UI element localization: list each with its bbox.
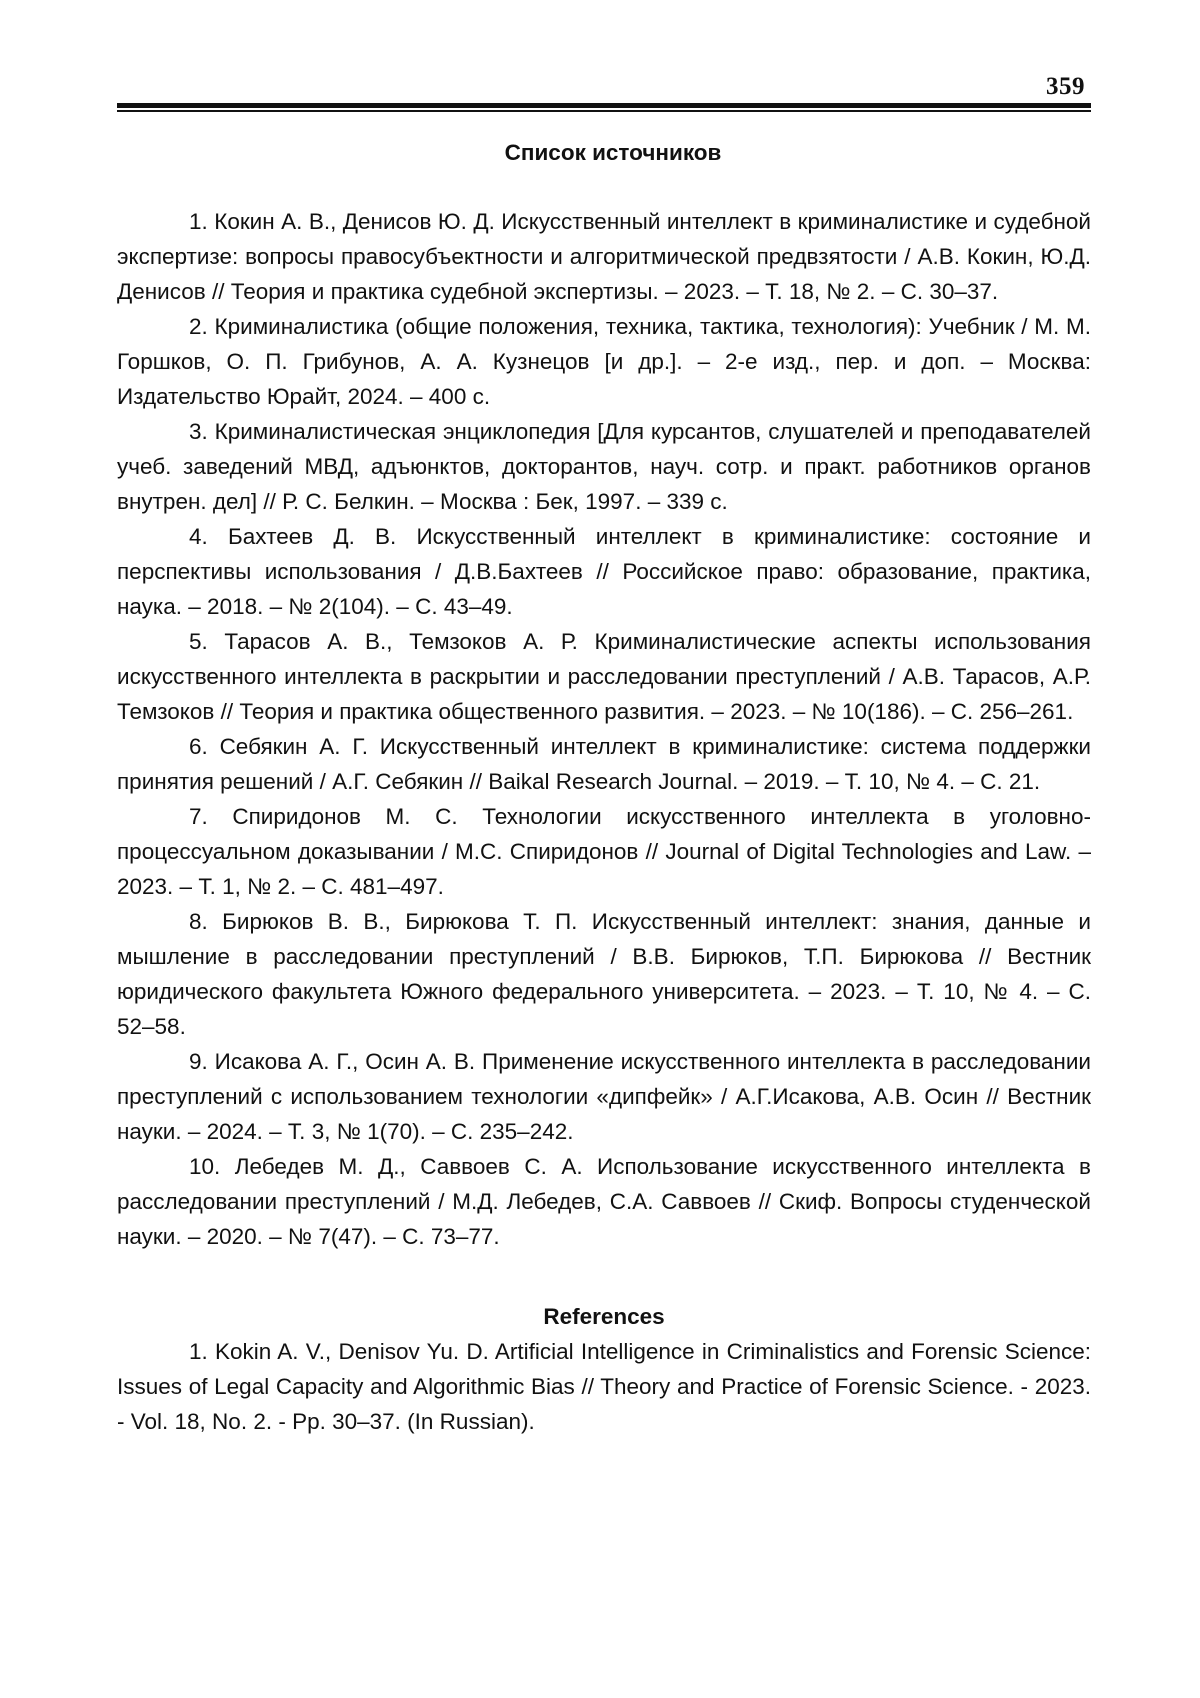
source-item-8: [117, 904, 1091, 1044]
header-rule-thick: [117, 103, 1091, 108]
source-number: 4.: [189, 524, 208, 549]
source-text: Кокин А. В., Денисов Ю. Д. Искусственный интеллект в криминалистике и судебной экспертизе: вопросы правосубъектности и алгоритмической предвзятости / А.В. Кокин, Ю.Д. Денисов // Теория и практика судебной экспертизы. – 2023. – Т. 18, № 2. – С. 30–37.: [117, 209, 1091, 304]
source-number: 7.: [189, 804, 208, 829]
source-number: 3.: [189, 419, 208, 444]
page-number: 359: [1046, 73, 1085, 100]
source-number: 8.: [189, 909, 208, 934]
source-item-2: [117, 309, 1091, 414]
reference-text: Kokin A. V., Denisov Yu. D. Artificial Intelligence in Criminalistics and Forensic Science: Issues of Legal Capacity and Algorithmic Bias // Theory and Practice of Forensic Science. - 2023. - Vol. 18, No. 2. - Pp. 30–37. (In Russian).: [117, 1339, 1091, 1434]
source-number: 1.: [189, 209, 208, 234]
sources-list: [117, 204, 1091, 1254]
source-item-4: [117, 519, 1091, 624]
source-text: Лебедев М. Д., Саввоев С. А. Использование искусственного интеллекта в расследовании преступлений / М.Д. Лебедев, С.А. Саввоев // Скиф. Вопросы студенческой науки. – 2020. – № 7(47). – С. 73–77.: [117, 1154, 1091, 1249]
source-number: 9.: [189, 1049, 208, 1074]
source-number: 10.: [189, 1154, 221, 1179]
source-text: Криминалистика (общие положения, техника, тактика, технология): Учебник / М. М. Горшков, О. П. Грибунов, А. А. Кузнецов [и др.]. – 2-е изд., пер. и доп. – Москва: Издательство Юрайт, 2024. – 400 с.: [117, 314, 1091, 409]
source-item-3: [117, 414, 1091, 519]
source-text: Исакова А. Г., Осин А. В. Применение искусственного интеллекта в расследовании преступлений с использованием технологии «дипфейк» / А.Г.Исакова, А.В. Осин // Вестник науки. – 2024. – Т. 3, № 1(70). – С. 235–242.: [117, 1049, 1091, 1144]
source-item-6: [117, 729, 1091, 799]
source-item-7: [117, 799, 1091, 904]
reference-number: 1.: [189, 1339, 208, 1364]
source-text: Криминалистическая энциклопедия [Для курсантов, слушателей и преподавателей учеб. заведений МВД, адъюнктов, докторантов, науч. сотр. и практ. работников органов внутрен. дел] // Р. С. Белкин. – Москва : Бек, 1997. – 339 с.: [117, 419, 1091, 514]
source-text: Тарасов А. В., Темзоков А. Р. Криминалистические аспекты использования искусственного интеллекта в раскрытии и расследовании преступлений / А.В. Тарасов, А.Р. Темзоков // Теория и практика общественного развития. – 2023. – № 10(186). – С. 256–261.: [117, 629, 1091, 724]
references-list: [117, 1334, 1091, 1439]
source-item-1: [117, 204, 1091, 309]
source-text: Спиридонов М. С. Технологии искусственного интеллекта в уголовно-процессуальном доказывании / М.С. Спиридонов // Journal of Digital Technologies and Law. – 2023. – Т. 1, № 2. – С. 481–497.: [117, 804, 1091, 899]
reference-item-1: [117, 1334, 1091, 1439]
source-text: Себякин А. Г. Искусственный интеллект в криминалистике: система поддержки принятия решений / А.Г. Себякин // Baikal Research Journal. – 2019. – Т. 10, № 4. – С. 21.: [117, 734, 1091, 794]
source-text: Бирюков В. В., Бирюкова Т. П. Искусственный интеллект: знания, данные и мышление в расследовании преступлений / В.В. Бирюков, Т.П. Бирюкова // Вестник юридического факультета Южного федерального университета. – 2023. – Т. 10, № 4. – С. 52–58.: [117, 909, 1091, 1039]
source-number: 5.: [189, 629, 208, 654]
sources-heading: Список источников: [504, 140, 722, 165]
source-text: Бахтеев Д. В. Искусственный интеллект в криминалистике: состояние и перспективы использования / Д.В.Бахтеев // Российское право: образование, практика, наука. – 2018. – № 2(104). – С. 43–49.: [117, 524, 1091, 619]
source-item-9: [117, 1044, 1091, 1149]
source-number: 6.: [189, 734, 208, 759]
page-content: [117, 135, 1091, 1439]
source-number: 2.: [189, 314, 208, 339]
header-rule-thin: [117, 110, 1091, 112]
source-item-5: [117, 624, 1091, 729]
references-heading: References: [543, 1304, 665, 1329]
source-item-10: [117, 1149, 1091, 1254]
